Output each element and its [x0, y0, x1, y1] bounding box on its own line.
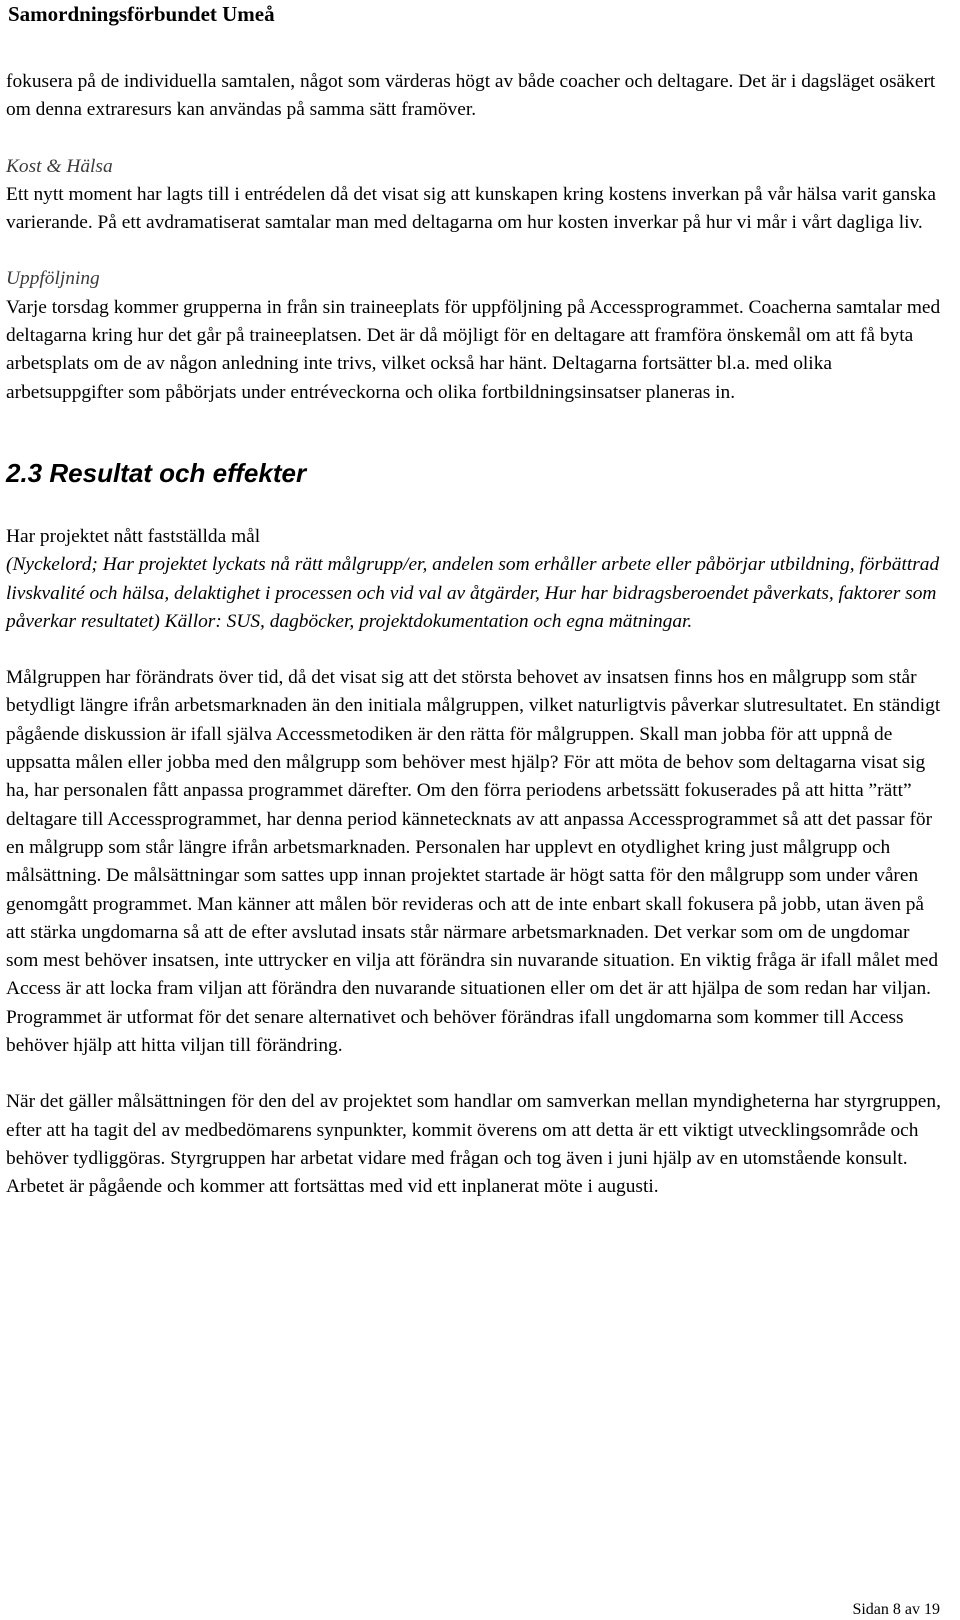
uppfoljning-paragraph: Varje torsdag kommer grupperna in från sin traineeplats för uppföljning på Accessprogrammet. Coacherna samtalar med deltagarna kring hur det går på traineeplatsen. Det är då möjligt för en deltagare att framföra önskemål om att få byta arbetsplats om de av någon anledning inte trivs, vilket också har hänt. Deltagarna fortsätter bl.a. med olika arbetsuppgifter som påbörjats under entréveckorna och olika fortbildningsinsatser planeras in. [6, 296, 941, 403]
results-paragraph-2: När det gäller målsättningen för den del av projektet som handlar om samverkan mellan myndigheterna har styrgruppen, efter att ha tagit del av medbedömarens synpunkter, kommit överens om att detta är ett viktigt utvecklingsområde och behöver tydliggöras. Styrgruppen har arbetat vidare med frågan och tog även i juni hjälp av en utomstående konsult. Arbetet är pågående och kommer att fortsättas med vid ett inplanerat möte i augusti. [6, 1091, 941, 1198]
results-paragraph-1: Målgruppen har förändrats över tid, då det visat sig att det största behovet av insatsen finns hos en målgrupp som står betydligt längre ifrån arbetsmarknaden än den initiala målgruppen, vilket naturligtvis påverkar slutresultatet. En ständigt pågående diskussion är ifall själva Accessmetodiken är den rätta för målgruppen. Skall man jobba för att uppnå de uppsatta målen eller jobba med den målgrupp som behöver mest hjälp? För att möta de behov som deltagarna visat sig ha, har personalen fått anpassa programmet därefter. Om den förra periodens arbetssätt fokuserades på att hitta ”rätt” deltagare till Accessprogrammet, har denna period kännetecknats av att anpassa Accessprogrammet så att det passar för en målgrupp som står längre ifrån arbetsmarknaden. Personalen har upplevt en otydlighet kring just målgrupp och målsättning. De målsättningar som sattes upp innan projektet startade är högt satta för den målgrupp som under våren genomgått programmet. Man känner att målen bör revideras och att de inte enbart skall fokusera på jobb, utan även på att stärka ungdomarna så att de efter avslutad insats står närmare arbetsmarknaden. Det verkar som om de ungdomar som mest behöver insatsen, inte uttrycker en vilja att förändra sin nuvarande situation. En viktig fråga är ifall målet med Access är att locka fram viljan att förändra den nuvarande situationen eller om det är att hjälpa de som redan har viljan. Programmet är utformat för det senare alternativet och behöver förändras ifall ungdomarna som kommer till Access behöver hjälp att hitta viljan till förändring. [6, 667, 941, 1057]
page-number: Sidan 8 av 19 [852, 1601, 940, 1618]
document-body [6, 68, 942, 1202]
document-header: Samordningsförbundet Umeå [8, 2, 275, 26]
uppfoljning-section [6, 265, 942, 406]
kost-section [6, 153, 942, 238]
uppfoljning-subheading: Uppföljning [6, 268, 100, 290]
intro-paragraph: fokusera på de individuella samtalen, något som värderas högt av både coacher och deltagare. Det är i dagsläget osäkert om denna extraresurs kan användas på samma sätt framöver. [6, 71, 936, 121]
goal-keywords: (Nyckelord; Har projektet lyckats nå rätt målgrupp/er, andelen som erhåller arbete eller påbörjar utbildning, förbättrad livskvalité och hälsa, delaktighet i processen och vid val av åtgärder, Hur har bidragsberoendet påverkats, faktorer som påverkar resultatet) Källor: SUS, dagböcker, projektdokumentation och egna mätningar. [6, 554, 940, 632]
kost-paragraph: Ett nytt moment har lagts till i entrédelen då det visat sig att kunskapen kring kostens inverkan på vår hälsa varit ganska varierande. På ett avdramatiserat samtalar man med deltagarna om hur kosten inverkar på hur vi mår i vårt dagliga liv. [6, 183, 936, 234]
section-heading: 2.3 Resultat och effekter [6, 457, 307, 488]
kost-subheading: Kost & Hälsa [6, 155, 113, 177]
goal-question: Har projektet nått fastställda mål [6, 525, 261, 547]
